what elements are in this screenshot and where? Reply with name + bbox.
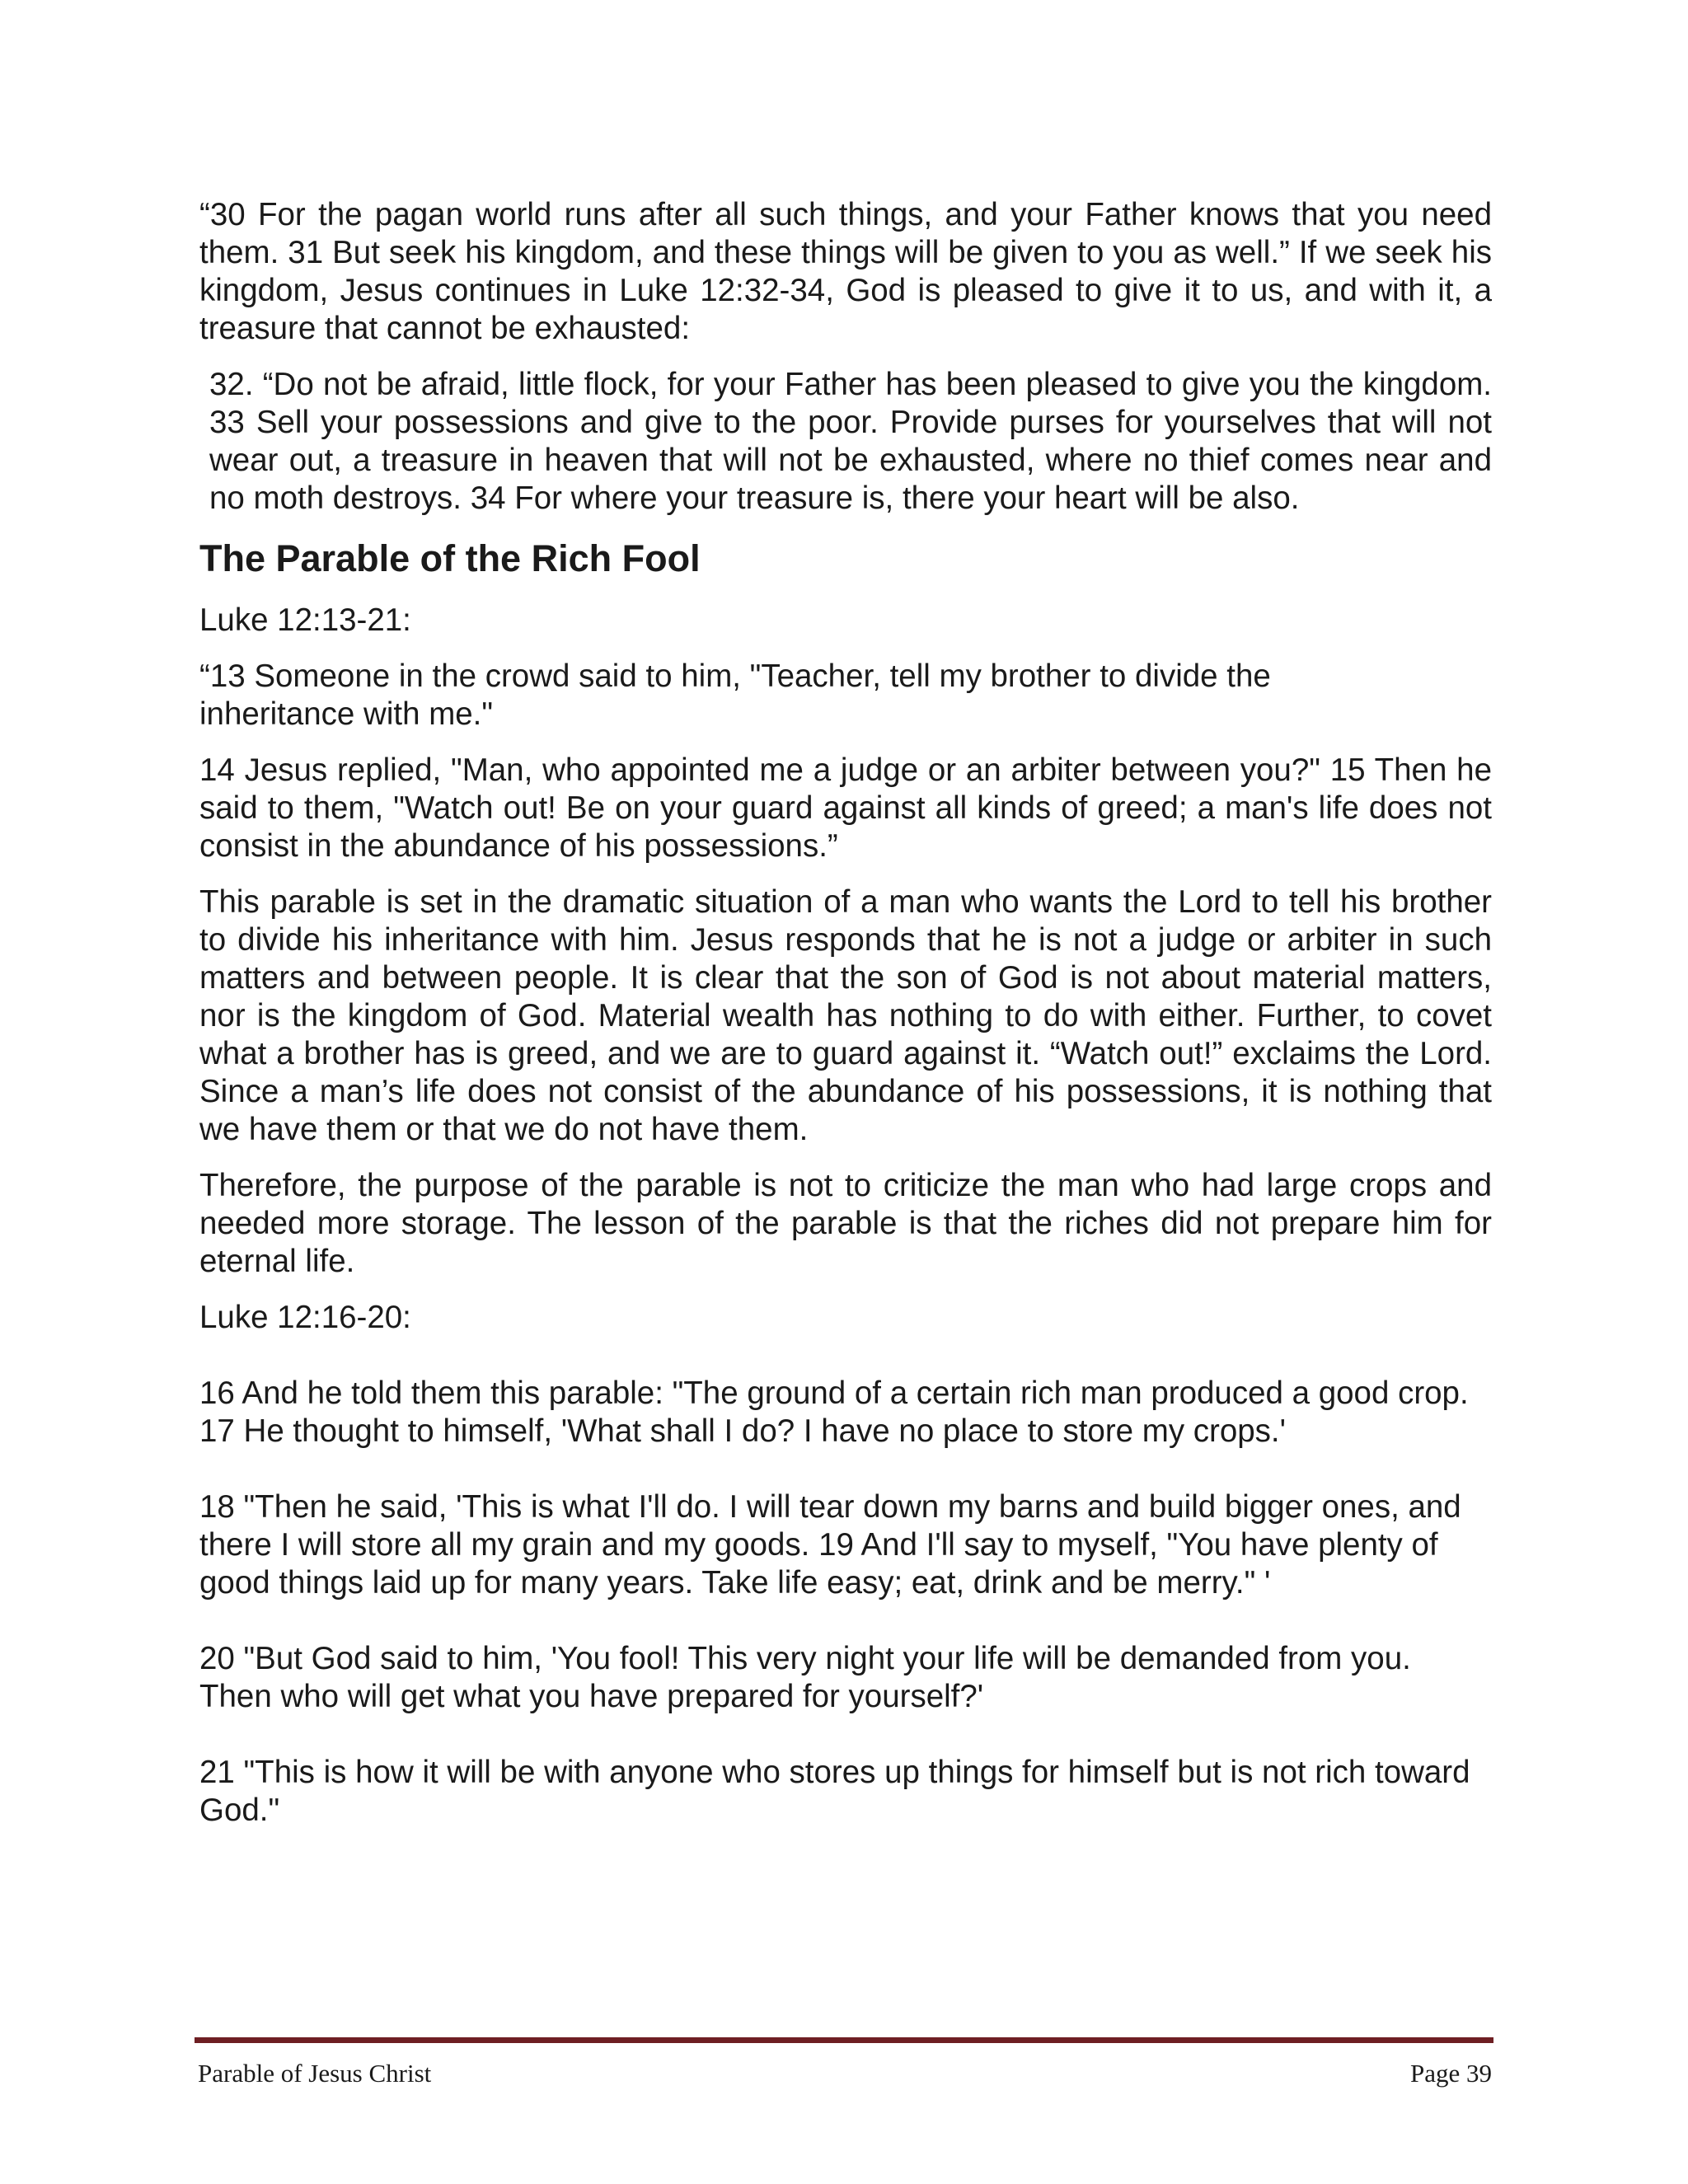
paragraph-intro: “30 For the pagan world runs after all such things, and your Father knows that you need them. 31 But seek his kingdom, and these things will be given to you as well.” If we seek his kingdom, Jesus continues in Luke 12:32-34, God is pleased to give it to us, and with it, a treasure that cannot be exhausted: [199, 197, 1492, 346]
verse-16-17: 16 And he told them this parable: "The ground of a certain rich man produced a good crop. 17 He thought to himself, 'What shall I do? I have no place to store my crops.' [199, 1376, 1469, 1449]
verse-18-19: 18 "Then he said, 'This is what I'll do. I will tear down my barns and build bigger ones, and there I will store all my grain and my goods. 19 And I'll say to myself, "You have plenty of good things laid up for many years. Take life easy; eat, drink and be merry." ' [199, 1489, 1461, 1601]
scripture-reference-1: Luke 12:13-21: [199, 602, 411, 638]
footer-rule-gap [195, 2043, 1493, 2045]
verse-13: “13 Someone in the crowd said to him, "Teacher, tell my brother to divide the inheritance with me." [199, 658, 1271, 732]
footer-title: Parable of Jesus Christ [198, 2059, 432, 2088]
block-quote-luke-12-32: 32. “Do not be afraid, little flock, for your Father has been pleased to give you the kingdom. 33 Sell your possessions and give to the poor. Provide purses for yourselves that will not wear out, a treasure in heaven that will not be exhausted, where no thief comes near and no moth destroys. 34 For where your treasure is, there your heart will be also. [209, 367, 1492, 516]
verse-21: 21 "This is how it will be with anyone who stores up things for himself but is not rich toward God." [199, 1755, 1470, 1828]
page-number: Page 39 [1409, 2059, 1492, 2088]
page-body [199, 196, 1492, 1848]
scripture-reference-2: Luke 12:16-20: [199, 1300, 411, 1335]
paragraph-purpose: Therefore, the purpose of the parable is not to criticize the man who had large crops and needed more storage. The lesson of the parable is that the riches did not prepare him for eternal life. [199, 1168, 1492, 1279]
paragraph-commentary: This parable is set in the dramatic situation of a man who wants the Lord to tell his brother to divide his inheritance with him. Jesus responds that he is not a judge or arbiter in such matters and between people. It is clear that the son of God is not about material matters, nor is the kingdom of God. Material wealth has nothing to do with either. Further, to covet what a brother has is greed, and we are to guard against it. “Watch out!” exclaims the Lord. Since a man’s life does not consist of the abundance of his possessions, it is nothing that we have them or that we do not have them. [199, 884, 1492, 1147]
verse-14-15: 14 Jesus replied, "Man, who appointed me a judge or an arbiter between you?" 15 Then he said to them, "Watch out! Be on your guard against all kinds of greed; a man's life does not consist in the abundance of his possessions.” [199, 752, 1492, 864]
section-heading: The Parable of the Rich Fool [199, 537, 701, 579]
verse-20: 20 "But God said to him, 'You fool! This very night your life will be demanded from you. Then who will get what you have prepared for yourself?' [199, 1641, 1411, 1714]
